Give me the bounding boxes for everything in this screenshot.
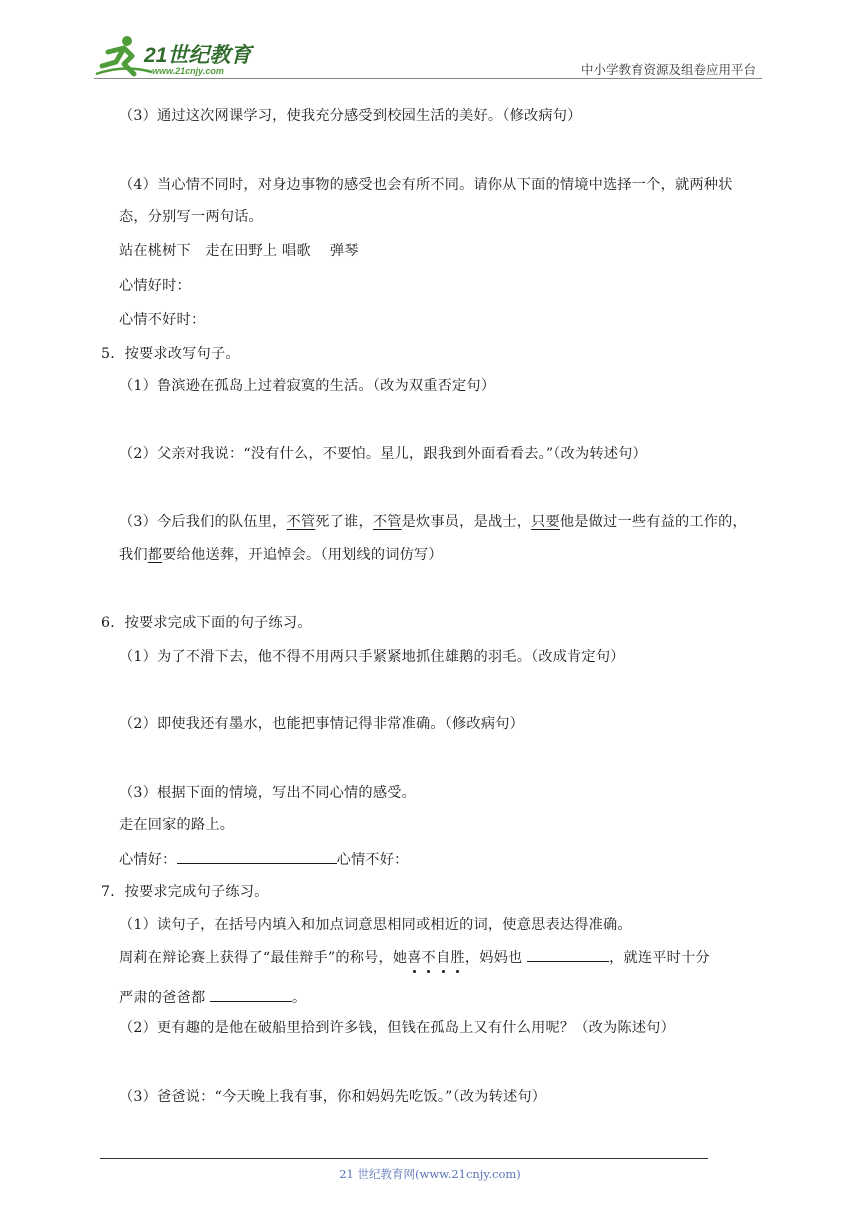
page-header	[0, 0, 860, 80]
question-6-3-answer-line	[119, 849, 409, 870]
good-mood-label: 心情好：	[119, 852, 177, 868]
footer-link[interactable]: 21 世纪教育网(www.21cnjy.com)	[339, 1167, 521, 1181]
question-7-2: （2）更有趣的是他在破船里拾到许多钱，但钱在孤岛上又有什么用呢？（改为陈述句）	[119, 1020, 675, 1036]
answer-blank[interactable]	[210, 987, 292, 1002]
underlined-word: 不管	[372, 514, 402, 530]
bad-mood-label: 心情不好：	[336, 852, 409, 868]
header-divider	[94, 78, 762, 79]
question-7-3: （3）爸爸说：“今天晚上我有事，你和妈妈先吃饭。”（改为转述句）	[119, 1089, 547, 1105]
question-6-3: （3）根据下面的情境，写出不同心情的感受。	[119, 785, 416, 801]
question-4-4-line2: 态，分别写一两句话。	[119, 209, 263, 225]
text-segment: 他是做过一些有益的工作的，	[559, 514, 747, 530]
question-4-4-bad-mood: 心情不好时：	[119, 312, 206, 328]
answer-blank[interactable]	[177, 849, 337, 864]
question-5-2: （2）父亲对我说：“没有什么，不要怕。星儿，跟我到外面看看去。”（改为转述句）	[119, 446, 647, 462]
dotted-character: 胜	[450, 950, 465, 966]
question-6-1: （1）为了不滑下去，他不得不用两只手紧紧地抓住雄鹅的羽毛。（改成肯定句）	[119, 649, 625, 665]
underlined-word: 都	[147, 547, 163, 563]
dotted-character: 自	[436, 950, 451, 966]
text-segment: 。	[292, 990, 307, 1006]
question-7-1-sentence-line1	[119, 947, 710, 968]
question-6-heading: 6．按要求完成下面的句子练习。	[101, 615, 312, 631]
question-4-4-options: 站在桃树下 走在田野上 唱歌 弹琴	[119, 243, 359, 259]
text-segment: ，妈妈也	[464, 950, 528, 966]
question-7-heading: 7．按要求完成句子练习。	[101, 884, 269, 900]
text-segment: 死了谁，	[315, 514, 373, 530]
question-4-3: （3）通过这次网课学习，使我充分感受到校园生活的美好。（修改病句）	[119, 108, 582, 124]
dotted-character: 不	[421, 950, 437, 966]
dotted-character: 喜	[407, 950, 422, 966]
text-segment: （3）今后我们的队伍里，	[119, 514, 287, 530]
question-5-1: （1）鲁滨逊在孤岛上过着寂寞的生活。（改为双重否定句）	[119, 378, 496, 394]
logo-url: www.21cnjy.com	[152, 66, 224, 76]
question-6-3-scene: 走在回家的路上。	[119, 817, 235, 833]
question-7-1: （1）读句子，在括号内填入和加点词意思相同或相近的词，使意思表达得准确。	[119, 917, 632, 933]
text-segment: 我们	[119, 547, 148, 563]
question-6-2: （2）即使我还有墨水，也能把事情记得非常准确。（修改病句）	[119, 716, 524, 732]
footer-divider	[100, 1158, 708, 1159]
question-5-3-line2	[119, 545, 443, 565]
question-4-4-line1: （4）当心情不同时，对身边事物的感受也会有所不同。请你从下面的情境中选择一个，就两种状	[119, 177, 733, 193]
underlined-word: 只要	[531, 514, 560, 530]
logo-text: 21世纪教育	[144, 44, 252, 67]
text-segment: 要给他送葬，开追悼会。（用划线的词仿写）	[162, 547, 443, 563]
question-5-3-line1	[119, 512, 747, 532]
underlined-word: 不管	[286, 514, 316, 530]
text-segment: 周莉在辩论赛上获得了“最佳辩手”的称号，她	[119, 950, 408, 966]
question-7-1-sentence-line2	[119, 987, 306, 1008]
platform-name: 中小学教育资源及组卷应用平台	[580, 62, 756, 77]
question-5-heading: 5．按要求改写句子。	[101, 346, 240, 362]
text-segment: ，就连平时十分	[609, 950, 710, 966]
logo-21cnjy	[94, 34, 264, 78]
answer-blank[interactable]	[527, 947, 609, 962]
question-4-4-good-mood: 心情好时：	[119, 278, 191, 294]
text-segment: 严肃的爸爸都	[119, 990, 211, 1006]
text-segment: 是炊事员，是战士，	[401, 514, 532, 530]
